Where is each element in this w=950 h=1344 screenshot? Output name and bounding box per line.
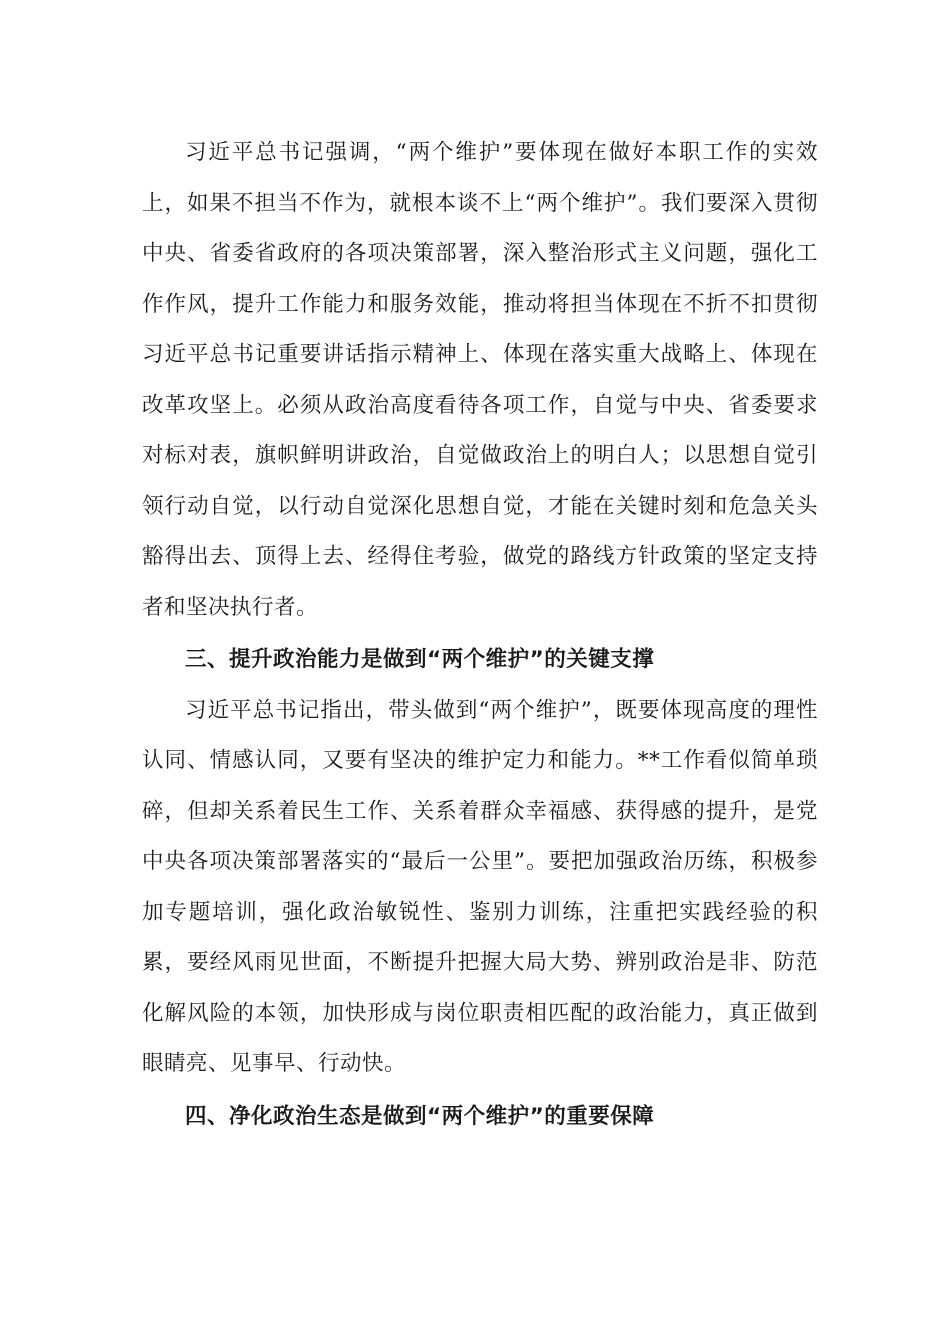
section-heading-4: 四、净化政治生态是做到“两个维护”的重要保障 [185,1103,655,1129]
section-heading-3: 三、提升政治能力是做到“两个维护”的关键支撑 [185,647,655,672]
body-paragraph: 习近平总书记指出，带头做到“两个维护”，既要体现高度的理性认同、情感认同，又要有坚决的维护定力和能力。**工作看似简单琐碎，但却关系着民生工作、关系着群众幸福感、获得感的提升，是党中央各项决策部署落实的“最后一公里”。要把加强政治历练，积极参加专题培训，强化政治敏锐性、鉴别力训练，注重把实践经验的积累，要经风雨见世面，不断提升把握大局大势、辨别政治是非、防范化解风险的本领，加快形成与岗位职责相匹配的政治能力，真正做到眼睛亮、见事早、行动快。 [142,697,818,1076]
body-paragraph: 习近平总书记强调，“两个维护”要体现在做好本职工作的实效上，如果不担当不作为，就根本谈不上“两个维护”。我们要深入贯彻中央、省委省政府的各项决策部署，深入整治形式主义问题，强化工作作风，提升工作能力和服务效能，推动将担当体现在不折不扣贯彻习近平总书记重要讲话指示精神上、体现在落实重大战略上、体现在改革攻坚上。必须从政治高度看待各项工作，自觉与中央、省委要求对标对表，旗帜鲜明讲政治，自觉做政治上的明白人；以思想自觉引领行动自觉，以行动自觉深化思想自觉，才能在关键时刻和危急关头豁得出去、顶得上去、经得住考验，做党的路线方针政策的坚定支持者和坚决执行者。 [142,140,818,620]
document-body [142,128,818,1142]
